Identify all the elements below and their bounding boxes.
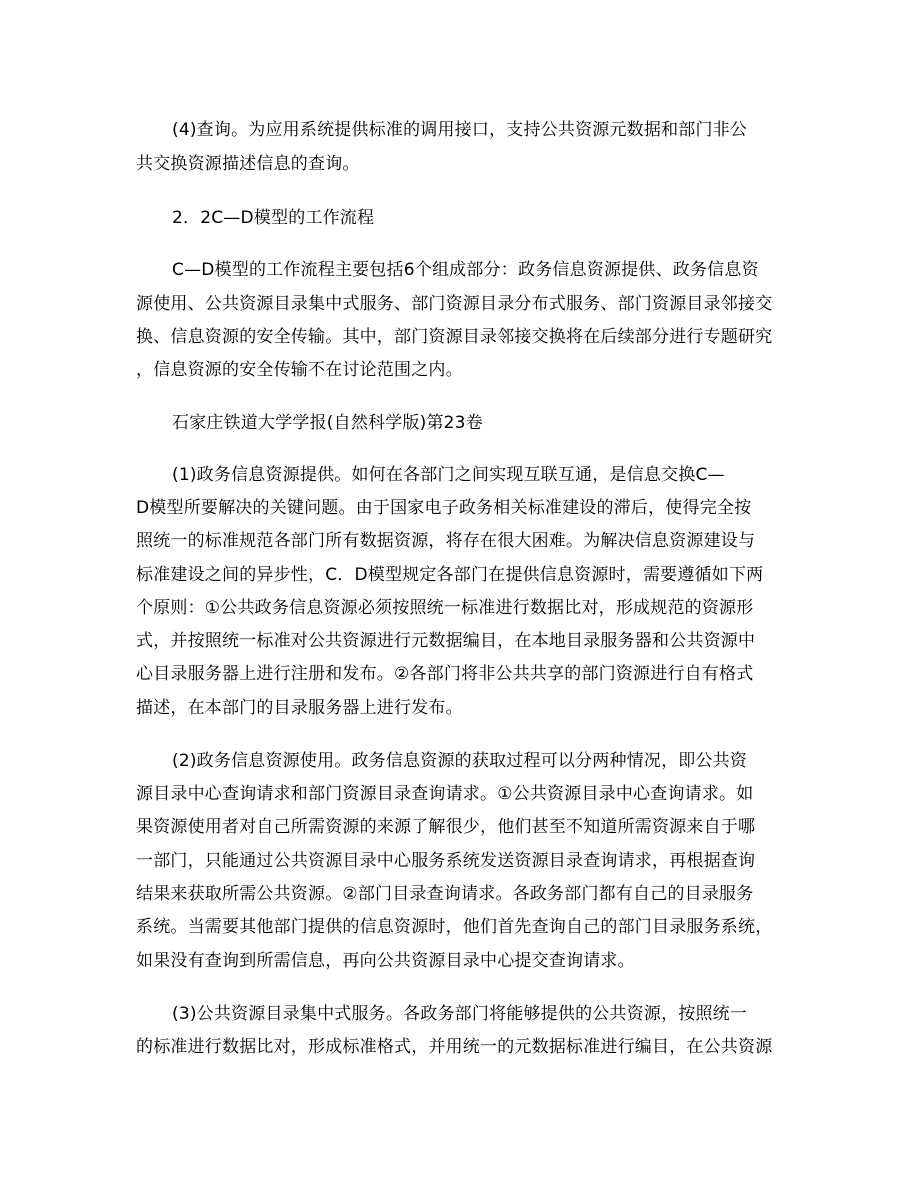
provide-line-5: 个原则：①公共政务信息资源必须按照统一标准进行数据比对，形成规范的资源形 — [136, 598, 754, 618]
use-line-1: (2)政务信息资源使用。政务信息资源的获取过程可以分两种情况，即公共资 — [172, 751, 748, 771]
central-line-1: (3)公共资源目录集中式服务。各政务部门将能够提供的公共资源，按照统一 — [172, 1004, 748, 1024]
use-line-6: 系统。当需要其他部门提供的信息资源时，他们首先查询自己的部门目录服务系统， — [136, 917, 773, 937]
workflow-line-3: 换、信息资源的安全传输。其中，部门资源目录邻接交换将在后续部分进行专题研究 — [136, 327, 773, 347]
use-line-5: 结果来获取所需公共资源。②部门目录查询请求。各政务部门都有自己的目录服务 — [136, 884, 754, 904]
provide-line-2: D模型所要解决的关键问题。由于国家电子政务相关标准建设的滞后，使得完全按 — [136, 498, 752, 518]
provide-line-3: 照统一的标准规范各部门所有数据资源，将存在很大困难。为解决信息资源建设与 — [136, 531, 756, 551]
workflow-line-2: 源使用、公共资源目录集中式服务、部门资源目录分布式服务、部门资源目录邻接交 — [136, 294, 773, 314]
central-line-2: 的标准进行数据比对，形成标准格式，并用统一的元数据标准进行编目，在公共资源 — [136, 1037, 773, 1057]
use-line-2: 源目录中心查询请求和部门资源目录查询请求。①公共资源目录中心查询请求。如 — [136, 784, 754, 804]
query-line-2: 共交换资源描述信息的查询。 — [136, 154, 360, 174]
provide-line-7: 心目录服务器上进行注册和发布。②各部门将非公共共享的部门资源进行自有格式 — [136, 664, 754, 684]
workflow-line-4: ，信息资源的安全传输不在讨论范围之内。 — [136, 360, 463, 380]
provide-line-8: 描述，在本部门的目录服务器上进行发布。 — [136, 698, 463, 718]
use-line-7: 如果没有查询到所需信息，再向公共资源目录中心提交查询请求。 — [136, 951, 635, 971]
query-line-1: (4)查询。为应用系统提供标准的调用接口，支持公共资源元数据和部门非公 — [172, 120, 748, 140]
section-heading: 2．2C—D模型的工作流程 — [172, 208, 375, 228]
use-line-3: 果资源使用者对自己所需资源的来源了解很少，他们甚至不知道所需资源来自于哪 — [136, 817, 756, 837]
workflow-line-1: C—D模型的工作流程主要包括6个组成部分：政务信息资源提供、政务信息资 — [172, 260, 759, 280]
provide-line-6: 式，并按照统一标准对公共资源进行元数据编目，在本地目录服务器和公共资源中 — [136, 631, 756, 651]
journal-header: 石家庄铁道大学学报(自然科学版)第23卷 — [172, 413, 483, 433]
use-line-4: 一部门，只能通过公共资源目录中心服务系统发送资源目录查询请求，再根据查询 — [136, 851, 756, 871]
provide-line-4: 标准建设之间的异步性，C．D模型规定各部门在提供信息资源时，需要遵循如下两 — [136, 565, 764, 585]
provide-line-1: (1)政务信息资源提供。如何在各部门之间实现互联互通，是信息交换C— — [172, 465, 725, 485]
